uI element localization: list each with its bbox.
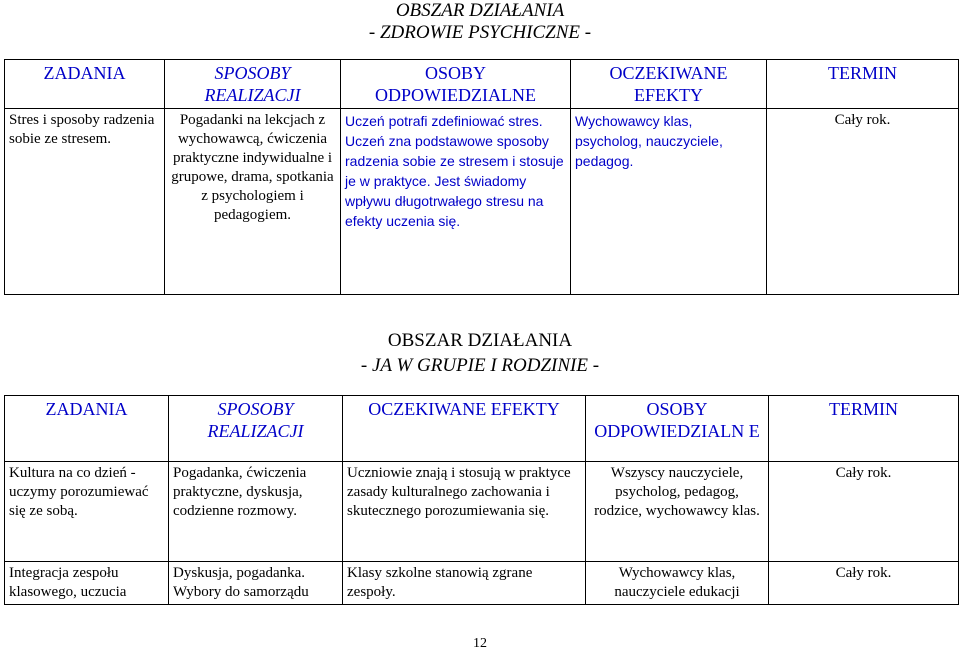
table-row: [5, 462, 959, 562]
header-termin: TERMIN: [767, 60, 959, 109]
cell-zadania: Stres i sposoby radzenia sobie ze stresem.: [5, 109, 165, 295]
header-osoby: OSOBY ODPOWIEDZIALNE: [341, 60, 571, 109]
header-zadania: ZADANIA: [5, 396, 169, 462]
header-osoby: OSOBY ODPOWIEDZIALN E: [586, 396, 769, 462]
section1-title-line2: - ZDROWIE PSYCHICZNE -: [368, 22, 592, 43]
section2-table: [4, 395, 959, 605]
cell-osoby: Wszyscy nauczyciele, psycholog, pedagog, rodzice, wychowawcy klas.: [586, 462, 769, 562]
cell-termin: Cały rok.: [767, 109, 959, 295]
cell-sposoby: Pogadanka, ćwiczenia praktyczne, dyskusja, codzienne rozmowy.: [169, 462, 343, 562]
cell-efekty: Uczniowie znają i stosują w praktyce zasady kulturalnego zachowania i skutecznego porozumiewania się.: [343, 462, 586, 562]
cell-sposoby: Dyskusja, pogadanka. Wybory do samorządu: [169, 562, 343, 605]
cell-zadania: Integracja zespołu klasowego, uczucia: [5, 562, 169, 605]
header-sposoby: SPOSOBY REALIZACJI: [169, 396, 343, 462]
cell-sposoby: Pogadanki na lekcjach z wychowawcą, ćwiczenia praktyczne indywidualne i grupowe, drama, spotkania z psychologiem i pedagogiem.: [165, 109, 341, 295]
header-termin: TERMIN: [769, 396, 959, 462]
cell-efekty: Wychowawcy klas, psycholog, nauczyciele, pedagog.: [571, 109, 767, 295]
page-number: 12: [473, 636, 487, 651]
section2-title-line1: OBSZAR DZIAŁANIA: [387, 330, 573, 351]
cell-termin: Cały rok.: [769, 462, 959, 562]
cell-efekty: Klasy szkolne stanowią zgrane zespoły.: [343, 562, 586, 605]
section2-title-line2: - JA W GRUPIE I RODZINIE -: [360, 355, 600, 376]
header-zadania: ZADANIA: [5, 60, 165, 109]
cell-zadania: Kultura na co dzień - uczymy porozumiewać się ze sobą.: [5, 462, 169, 562]
header-efekty: OCZEKIWANE EFEKTY: [343, 396, 586, 462]
cell-osoby: Wychowawcy klas, nauczyciele edukacji: [586, 562, 769, 605]
header-sposoby: SPOSOBY REALIZACJI: [165, 60, 341, 109]
section1-title-line1: OBSZAR DZIAŁANIA: [395, 0, 565, 21]
cell-termin: Cały rok.: [769, 562, 959, 605]
table-row: [5, 562, 959, 605]
section1-table: [4, 59, 959, 295]
header-efekty: OCZEKIWANE EFEKTY: [571, 60, 767, 109]
cell-osoby: Uczeń potrafi zdefiniować stres. Uczeń zna podstawowe sposoby radzenia sobie ze stresem i stosuje je w praktyce. Jest świadomy wpływu długotrwałego stresu na efekty uczenia się.: [341, 109, 571, 295]
